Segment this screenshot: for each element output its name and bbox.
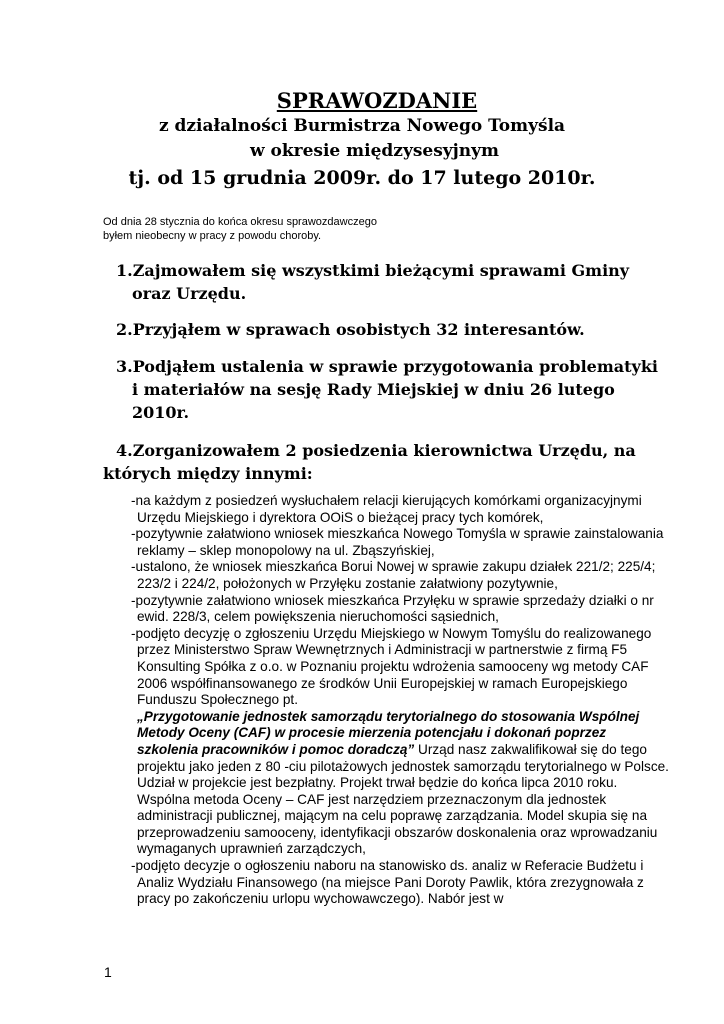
detail-text: -podjęto decyzję o zgłoszeniu Urzędu Miejskiego w Nowym Tomyślu do realizowanego przez Ministerstwo Spraw Wewnętrznych i Administracji w partnerstwie z firmą F5 Konsulting Spółka z o.o. w Poznaniu projektu wdrożenia samooceny wg metody CAF 2006 współfinansowanego ze środków Unii Europejskiej w ramach Europejskiego Funduszu Społecznego pt. — [131, 625, 652, 708]
detail-text: Urząd nasz zakwalifikował się do tego projektu jako jeden z 80 -ciu pilotażowych jednostek samorządu terytorialnego w Polsce. Udział w projekcie jest bezpłatny. Projekt trwał będzie do końca lipca 2010 roku. Wspólna metoda Oceny – CAF jest narzędziem przeznaczonym dla jednostek administracji publicznej, mającym na celu poprawę zarządzania. Model skupia się na przeprowadzeniu samooceny, identyfikacji obszarów doskonalenia oraz wprowadzaniu wymaganych uprawnień zarządczych, — [137, 741, 669, 857]
list-item — [116, 355, 696, 424]
report-date-range: tj. od 15 grudnia 2009r. do 17 lutego 2010r. — [128, 167, 596, 189]
list-item-text: Przyjąłem w sprawach osobistych 32 interesantów. — [132, 320, 585, 339]
detail-paragraph: -ustalono, że wniosek mieszkańca Boruі Nowej w sprawie zakupu działek 221/2; 225/4; 223/2 i 224/2, położonych w Przyłęku zostanie załatwiony pozytywnie, — [131, 559, 656, 591]
list-item — [116, 318, 696, 341]
absence-note — [103, 215, 523, 243]
page-number: 1 — [104, 964, 112, 980]
list-item — [116, 259, 696, 305]
project-title-quote: „Przygotowanie jednostek samorządu terytorialnego do stosowania Wspólnej Metody Oceny (CAF) w procesie mierzenia potencjału i dokonań poprzez szkolenia pracowników i pomoc doradczą” — [137, 708, 640, 757]
detail-paragraph: -podjęto decyzje o ogłoszeniu naboru na stanowisko ds. analiz w Referacie Budżetu i Analiz Wydziału Finansowego (na miejsce Pani Doroty Pawlik, która zrezygnowała z pracy po zakończeniu urlopu wychowawczego). Nabór jest w — [131, 858, 644, 907]
list-item-text: Zorganizowałem 2 posiedzenia kierownictwa Urzędu, na — [132, 441, 636, 460]
list-item-number: 2. — [116, 320, 133, 339]
list-item — [103, 439, 703, 485]
report-period-label: w okresie międzysesyjnym — [249, 141, 500, 161]
list-item-number: 1. — [116, 261, 133, 280]
list-item-number: 4. — [116, 441, 133, 460]
detail-paragraph: -pozytywnie załatwiono wniosek mieszkańca Nowego Tomyśla w sprawie zainstalowania reklamy – sklep monopolowy na ul. Zbąszyńskiej, — [131, 526, 664, 558]
detail-paragraph: -pozytywnie załatwiono wniosek mieszkańca Przyłęku w sprawie sprzedaży działki o nr ewid. 228/3, celem powiększenia nieruchomości sąsiednich, — [131, 592, 654, 625]
list-item-number: 3. — [116, 357, 133, 376]
report-subtitle: z działalności Burmistrza Nowego Tomyśla — [158, 116, 566, 136]
detail-paragraph-caf — [131, 626, 671, 858]
list-item-text: i materiałów na sesję Rady Miejskiej w dniu 26 lutego — [132, 380, 615, 399]
absence-note-line: Od dnia 28 stycznia do końca okresu sprawozdawczego — [103, 216, 377, 228]
report-title: SPRAWOZDANIE — [276, 88, 478, 113]
list-item-text: oraz Urzędu. — [132, 284, 247, 303]
list-item-text: 2010r. — [132, 403, 190, 422]
list-item-text: Zajmowałem się wszystkimi bieżącymi sprawami Gminy — [132, 261, 630, 280]
list-item-text: których między innymi: — [103, 464, 313, 483]
list-item-text: Podjąłem ustalenia w sprawie przygotowania problematyki — [132, 357, 658, 376]
meeting-details — [131, 493, 671, 908]
detail-paragraph: -na każdym z posiedzeń wysłuchałem relacji kierujących komórkami organizacyjnymi Urzędu Miejskiego i dyrektora OOiS o bieżącej pracy tych komórek, — [131, 493, 642, 525]
report-header — [0, 88, 724, 192]
absence-note-line: byłem nieobecny w pracy z powodu choroby. — [103, 230, 322, 242]
